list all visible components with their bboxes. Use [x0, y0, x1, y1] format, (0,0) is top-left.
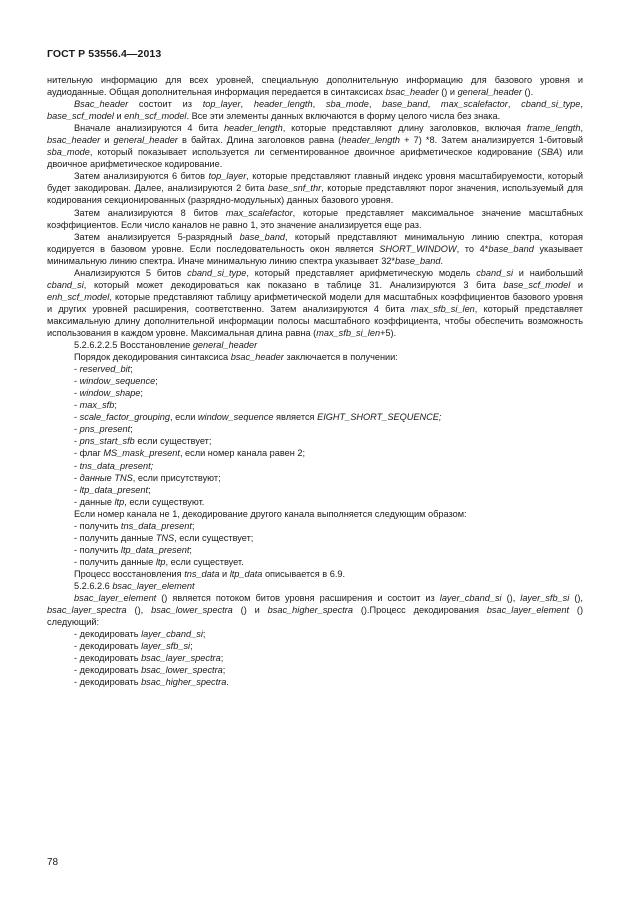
- document-body: [47, 74, 583, 688]
- page-number: 78: [47, 857, 59, 868]
- paragraph: Если номер канала не 1, декодирование другого канала выполняется следующим образом:: [74, 508, 467, 519]
- list-item: - декодировать bsac_higher_spectra.: [74, 677, 229, 688]
- paragraph: Порядок декодирования синтаксиса bsac_header заключается в получении:: [74, 352, 398, 363]
- paragraph: Процесс восстановления tns_data и ltp_data описывается в 6.9.: [74, 568, 346, 579]
- list-item: - флаг MS_mask_present, если номер канала равен 2;: [74, 448, 306, 459]
- paragraph: Затем анализируется 5-разрядный base_band, который представляют минимальную линию спектра, которая кодируется в базовом уровне. Если последовательность окон является SHORT_WINDOW, то 4*base_band указывает минимальную линию спектра. Иначе минимальную линию спектра указывает 32*base_band.: [47, 231, 584, 266]
- list-item: - декодировать layer_sfb_si;: [74, 641, 193, 652]
- list-item: - scale_factor_grouping, если window_sequence является EIGHT_SHORT_SEQUENCE;: [74, 412, 442, 423]
- list-item: - max_sfb;: [74, 400, 117, 411]
- list-item: - tns_data_present;: [74, 460, 154, 471]
- list-item: - получить данные ltp, если существует.: [74, 556, 244, 567]
- list-item: - window_sequence;: [74, 376, 158, 387]
- list-item: - данные ltp, если существуют.: [74, 496, 205, 507]
- paragraph: Затем анализируются 6 битов top_layer, которые представляют главный индекс уровня масштабируемости, который будет закодирован. Далее, анализируются 2 бита base_snf_thr, которые представляют порог значения, используемый для кодирования секционированных (разрядно-модульных) данных базового уровня.: [47, 171, 583, 206]
- list-item: - данные TNS, если присутствуют;: [74, 472, 221, 483]
- paragraph: нительную информацию для всех уровней, специальную дополнительную информацию для базового уровня и аудиоданные. Общая дополнительная информация передается в синтаксисах bsac_header () и general_header ().: [47, 75, 583, 98]
- list-item: - декодировать bsac_lower_spectra;: [74, 665, 226, 676]
- paragraph: Bsac_header состоит из top_layer, header_length, sba_mode, base_band, max_scalefactor, cband_si_type, base_scf_model и enh_scf_model. Все эти элементы данных включаются в форму целого числа без знака.: [47, 99, 583, 122]
- list-item: - получить tns_data_present;: [74, 520, 195, 531]
- paragraph: Вначале анализируются 4 бита header_length, которые представляют длину заголовков, включая frame_length, bsac_header и general_header в байтах. Длина заголовков равна (header_length + 7) *8. Затем анализируется 1-битовый sba_mode, который показывает используется ли сегментированное двоичное арифметическое кодирование (SBA) или двоичное арифметическое кодирование.: [47, 123, 583, 170]
- paragraph: Затем анализируются 8 битов max_scalefactor, которые представляет максимальное значение масштабных коэффициентов. Если число каналов не равно 1, это значение анализируется еще раз.: [47, 207, 584, 230]
- list-item: - ltp_data_present;: [74, 484, 151, 495]
- list-item: - reserved_bit;: [74, 364, 133, 375]
- list-item: - декодировать bsac_layer_spectra;: [74, 653, 224, 664]
- paragraph: bsac_layer_element () является потоком битов уровня расширения и состоит из layer_cband_si (), layer_sfb_si (), bsac_layer_spectra (), bsac_lower_spectra () и bsac_higher_spectra ().Процесс декодирования bsac_layer_element () следующий:: [47, 593, 583, 628]
- list-item: - pns_present;: [74, 424, 133, 435]
- paragraph: 5.2.6.2.6 bsac_layer_element: [74, 580, 195, 591]
- list-item: - window_shape;: [74, 388, 143, 399]
- list-item: - получить данные TNS, если существует;: [74, 532, 254, 543]
- list-item: - декодировать layer_cband_si;: [74, 629, 206, 640]
- page-header: ГОСТ Р 53556.4—2013: [47, 48, 162, 60]
- paragraph: 5.2.6.2.2.5 Восстановление general_header: [74, 340, 258, 351]
- list-item: - pns_start_sfb если существует;: [74, 436, 212, 447]
- paragraph: Анализируются 5 битов cband_si_type, который представляет арифметическую модель cband_si и наибольший cband_si, который может декодироваться как показано в таблице 31. Анализируются 3 бита base_scf_model и enh_scf_model, которые представляют таблицу арифметической модели для масштабных коэффициентов базового уровня и других уровней расширения, соответственно. Затем анализируются 4 бита max_sfb_si_len, который представляет максимальную длину дополнительной информации полосы масштабного коэффициента, чтобы обеспечить возможность использования в каждом уровне. Максимальная длина равна (max_sfb_si_len+5).: [47, 267, 583, 338]
- list-item: - получить ltp_data_present;: [74, 544, 192, 555]
